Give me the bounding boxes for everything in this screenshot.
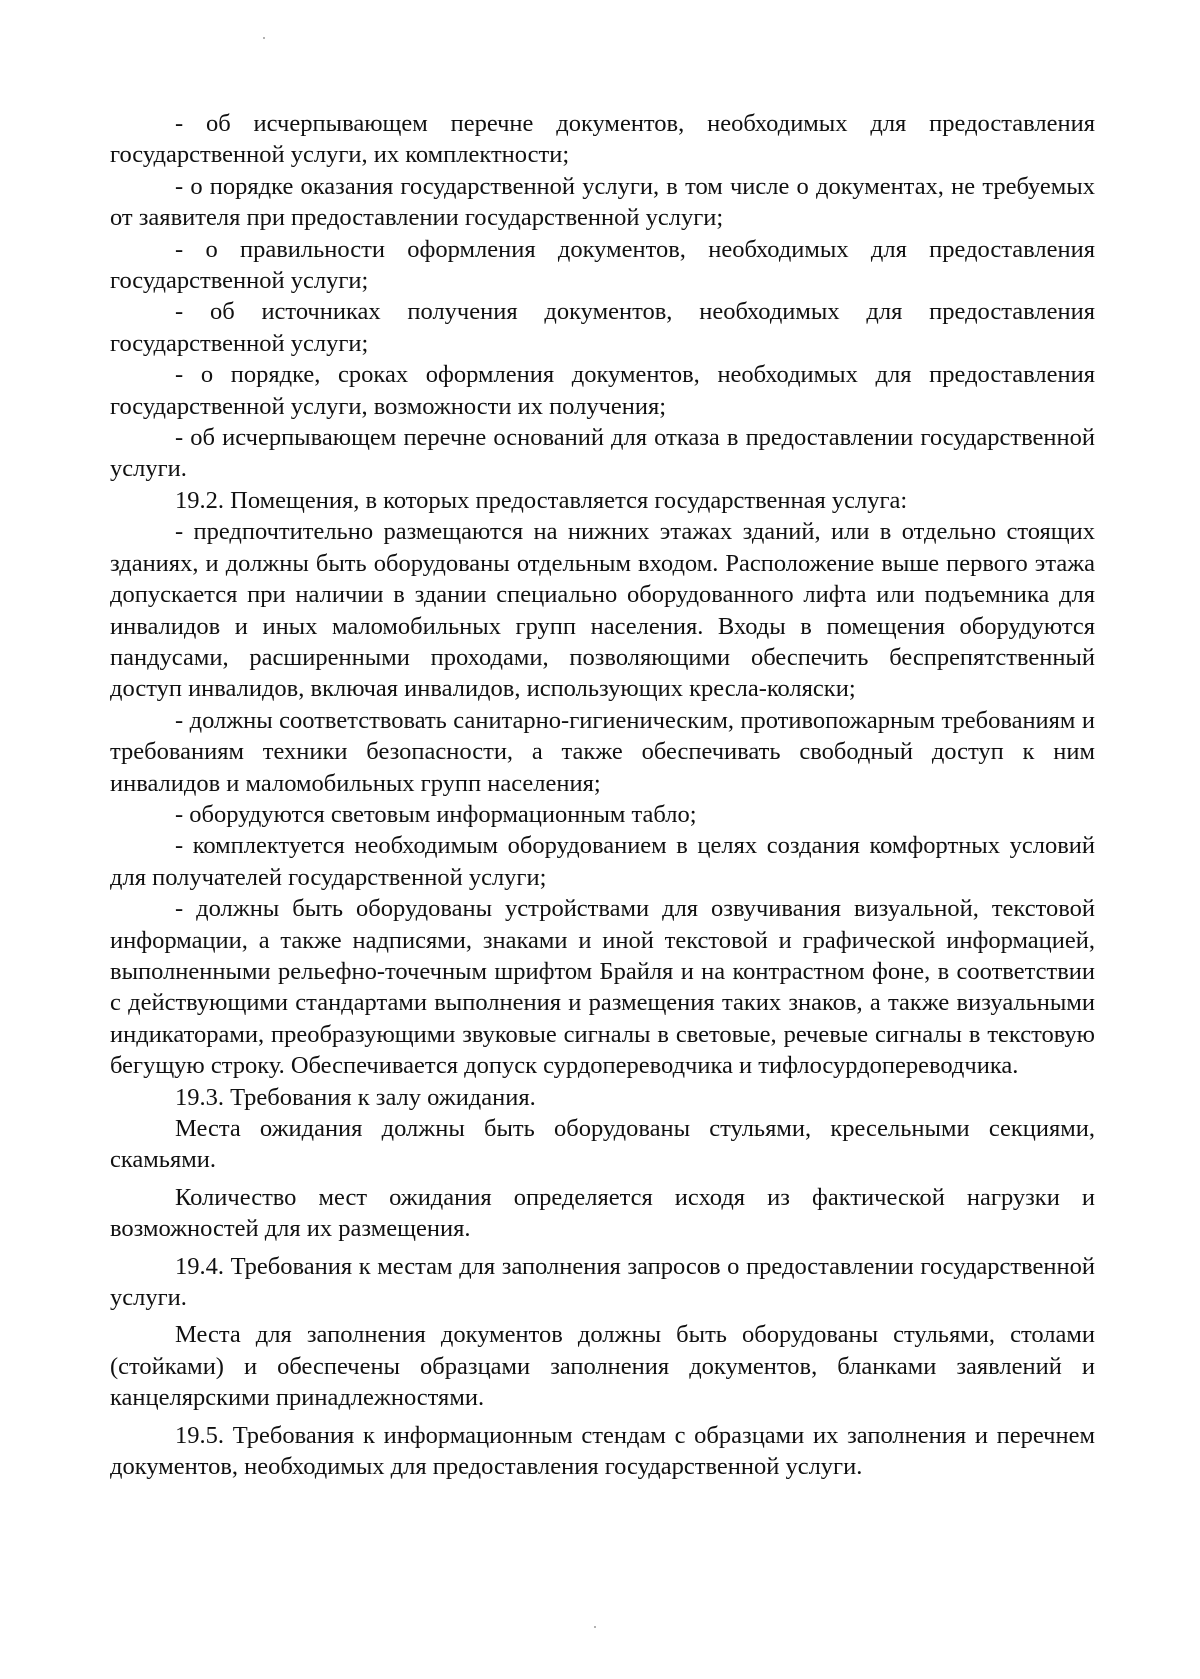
paragraph: - об исчерпывающем перечне оснований для отказа в предоставлении государственной услуги. [110,424,1095,483]
paragraph: - о правильности оформления документов, необходимых для предоставления государственной услуги; [110,235,1095,295]
paragraph: - об источниках получения документов, необходимых для предоставления государственной услуги; [110,298,1095,357]
paragraph: Места ожидания должны быть оборудованы стульями, кресельными секциями, скамьями. [110,1115,1095,1174]
scan-speck [263,37,265,39]
paragraph: - комплектуется необходимым оборудованием в целях создания комфортных условий для получателей государственной услуги; [110,832,1095,891]
section-heading: 19.5. Требования к информационным стендам с образцами их заполнения и перечнем документов, необходимых для предоставления государственной услуги. [110,1421,1095,1481]
section-heading: 19.3. Требования к залу ожидания. [175,1083,536,1111]
scan-speck [594,1626,596,1628]
paragraph: - об исчерпывающем перечне документов, необходимых для предоставления государственной услуги, их комплектности; [110,110,1095,169]
section-heading: 19.4. Требования к местам для заполнения запросов о предоставлении государственной услуги. [110,1252,1095,1312]
document-body [110,108,1095,1482]
paragraph: - должны соответствовать санитарно-гигиеническим, противопожарным требованиям и требованиям техники безопасности, а также обеспечивать свободный доступ к ним инвалидов и маломобильных групп населения; [110,706,1095,797]
paragraph: - оборудуются световым информационным табло; [175,800,697,828]
paragraph: - о порядке оказания государственной услуги, в том числе о документах, не требуемых от заявителя при предоставлении государственной услуги; [110,172,1095,232]
paragraph: - о порядке, сроках оформления документов, необходимых для предоставления государственной услуги, возможности их получения; [110,361,1095,420]
paragraph: - должны быть оборудованы устройствами для озвучивания визуальной, текстовой информации, а также надписями, знаками и иной текстовой и графической информацией, выполненными рельефно-точечным шрифтом Брайля и на контрастном фоне, в соответствии с действующими стандартами выполнения и размещения таких знаков, а также визуальными индикаторами, преобразующими звуковые сигналы в световые, речевые сигналы в текстовую бегущую строку. Обеспечивается допуск сурдопереводчика и тифлосурдопереводчика. [110,895,1095,1080]
paragraph: - предпочтительно размещаются на нижних этажах зданий, или в отдельно стоящих зданиях, и должны быть оборудованы отдельным входом. Расположение выше первого этажа допускается при наличии в здании специально оборудованного лифта или подъемника для инвалидов и иных маломобильных групп населения. Входы в помещения оборудуются пандусами, расширенными проходами, позволяющими обеспечить беспрепятственный доступ инвалидов, включая инвалидов, использующих кресла-коляски; [110,518,1095,703]
paragraph: Количество мест ожидания определяется исходя из фактической нагрузки и возможностей для их размещения. [110,1183,1095,1243]
section-heading: 19.2. Помещения, в которых предоставляется государственная услуга: [175,486,908,514]
paragraph: Места для заполнения документов должны быть оборудованы стульями, столами (стойками) и обеспечены образцами заполнения документов, бланками заявлений и канцелярскими принадлежностями. [110,1321,1095,1412]
